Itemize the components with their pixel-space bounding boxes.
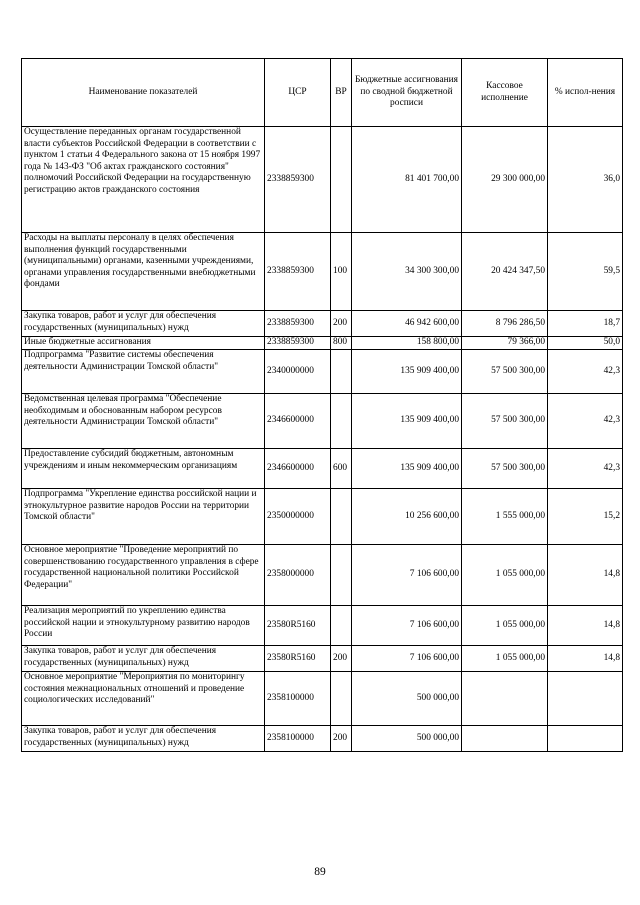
- header-vr: ВР: [331, 59, 352, 127]
- row-cash: 29 300 000,00: [462, 127, 548, 233]
- row-csr: 2358100000: [265, 672, 331, 726]
- row-csr: 23580R5160: [265, 646, 331, 672]
- row-csr: 2340000000: [265, 350, 331, 394]
- row-csr: 2346600000: [265, 394, 331, 449]
- row-vr: 600: [331, 449, 352, 489]
- row-percent: 14,8: [548, 606, 623, 646]
- row-budget: 10 256 600,00: [352, 489, 462, 545]
- row-cash: 57 500 300,00: [462, 350, 548, 394]
- row-percent: 14,8: [548, 545, 623, 606]
- row-vr: [331, 606, 352, 646]
- row-indicator-name: Закупка товаров, работ и услуг для обеспечения государственных (муниципальных) нужд: [22, 646, 265, 672]
- row-cash: [462, 726, 548, 752]
- row-percent: 59,5: [548, 233, 623, 311]
- row-vr: 100: [331, 233, 352, 311]
- header-csr: ЦСР: [265, 59, 331, 127]
- row-budget: 500 000,00: [352, 726, 462, 752]
- table-row: [22, 449, 623, 489]
- row-vr: 800: [331, 337, 352, 350]
- row-percent: [548, 726, 623, 752]
- row-cash: 1 555 000,00: [462, 489, 548, 545]
- row-cash: [462, 672, 548, 726]
- row-csr: 2338859300: [265, 311, 331, 337]
- row-percent: 42,3: [548, 394, 623, 449]
- row-budget: 7 106 600,00: [352, 646, 462, 672]
- row-csr: 2358000000: [265, 545, 331, 606]
- row-cash: 8 796 286,50: [462, 311, 548, 337]
- header-cash-execution: Кассовое исполнение: [462, 59, 548, 127]
- row-percent: 42,3: [548, 449, 623, 489]
- table-row: [22, 545, 623, 606]
- row-vr: [331, 394, 352, 449]
- row-indicator-name: Расходы на выплаты персоналу в целях обеспечения выполнения функций государственными (муниципальными) органами, казенными учреждениями, органами управления государственными внебюджетными фондами: [22, 233, 265, 311]
- header-indicator-name: Наименование показателей: [22, 59, 265, 127]
- row-budget: 500 000,00: [352, 672, 462, 726]
- row-budget: 7 106 600,00: [352, 545, 462, 606]
- row-indicator-name: Иные бюджетные ассигнования: [22, 337, 265, 350]
- row-csr: 2338859300: [265, 337, 331, 350]
- table-row: [22, 672, 623, 726]
- row-cash: 57 500 300,00: [462, 394, 548, 449]
- table-row: [22, 337, 623, 350]
- row-percent: [548, 672, 623, 726]
- table-row: [22, 646, 623, 672]
- table-row: [22, 311, 623, 337]
- row-indicator-name: Основное мероприятие "Проведение мероприятий по совершенствованию государственного управления в сфере государственной национальной политики Российской Федерации": [22, 545, 265, 606]
- page-number: 89: [314, 866, 326, 878]
- row-percent: 18,7: [548, 311, 623, 337]
- header-budget-allocations: Бюджетные ассигнования по сводной бюджетной росписи: [352, 59, 462, 127]
- row-cash: 1 055 000,00: [462, 606, 548, 646]
- row-percent: 42,3: [548, 350, 623, 394]
- row-budget: 7 106 600,00: [352, 606, 462, 646]
- row-percent: 14,8: [548, 646, 623, 672]
- row-indicator-name: Подпрограмма "Укрепление единства российской нации и этнокультурное развитие народов России на территории Томской области": [22, 489, 265, 545]
- row-cash: 1 055 000,00: [462, 545, 548, 606]
- table-row: [22, 127, 623, 233]
- row-indicator-name: Реализация мероприятий по укреплению единства российской нации и этнокультурному развитию народов России: [22, 606, 265, 646]
- row-budget: 135 909 400,00: [352, 449, 462, 489]
- row-vr: 200: [331, 646, 352, 672]
- row-cash: 20 424 347,50: [462, 233, 548, 311]
- table-header-row: [22, 59, 623, 127]
- row-budget: 135 909 400,00: [352, 394, 462, 449]
- row-percent: 50,0: [548, 337, 623, 350]
- row-csr: 2350000000: [265, 489, 331, 545]
- row-vr: [331, 350, 352, 394]
- row-percent: 15,2: [548, 489, 623, 545]
- row-budget: 46 942 600,00: [352, 311, 462, 337]
- row-indicator-name: Закупка товаров, работ и услуг для обеспечения государственных (муниципальных) нужд: [22, 311, 265, 337]
- row-budget: 135 909 400,00: [352, 350, 462, 394]
- row-percent: 36,0: [548, 127, 623, 233]
- row-budget: 34 300 300,00: [352, 233, 462, 311]
- row-vr: [331, 489, 352, 545]
- header-execution-percent: % испол-нения: [548, 59, 623, 127]
- row-cash: 79 366,00: [462, 337, 548, 350]
- row-budget: 81 401 700,00: [352, 127, 462, 233]
- row-vr: [331, 672, 352, 726]
- row-cash: 57 500 300,00: [462, 449, 548, 489]
- row-vr: 200: [331, 311, 352, 337]
- row-vr: [331, 127, 352, 233]
- row-csr: 2338859300: [265, 233, 331, 311]
- row-indicator-name: Основное мероприятие "Мероприятия по мониторингу состояния межнациональных отношений и проведение социологических исследований": [22, 672, 265, 726]
- table-row: [22, 350, 623, 394]
- row-csr: 2338859300: [265, 127, 331, 233]
- table-row: [22, 726, 623, 752]
- table-row: [22, 233, 623, 311]
- table-row: [22, 394, 623, 449]
- budget-execution-table: [21, 58, 623, 752]
- row-indicator-name: Осуществление переданных органам государственной власти субъектов Российской Федерации в соответствии с пунктом 1 статьи 4 Федерального закона от 15 ноября 1997 года № 143-ФЗ "Об актах гражданского состояния" полномочий Российской Федерации на государственную регистрацию актов гражданского состояния: [22, 127, 265, 233]
- row-vr: 200: [331, 726, 352, 752]
- table-row: [22, 606, 623, 646]
- row-csr: 2346600000: [265, 449, 331, 489]
- row-budget: 158 800,00: [352, 337, 462, 350]
- row-indicator-name: Подпрограмма "Развитие системы обеспечения деятельности Администрации Томской области": [22, 350, 265, 394]
- row-csr: 2358100000: [265, 726, 331, 752]
- row-indicator-name: Предоставление субсидий бюджетным, автономным учреждениям и иным некоммерческим организациям: [22, 449, 265, 489]
- row-indicator-name: Закупка товаров, работ и услуг для обеспечения государственных (муниципальных) нужд: [22, 726, 265, 752]
- row-cash: 1 055 000,00: [462, 646, 548, 672]
- row-indicator-name: Ведомственная целевая программа "Обеспечение необходимым и обоснованным набором ресурсов деятельности Администрации Томской области": [22, 394, 265, 449]
- row-vr: [331, 545, 352, 606]
- row-csr: 23580R5160: [265, 606, 331, 646]
- table-row: [22, 489, 623, 545]
